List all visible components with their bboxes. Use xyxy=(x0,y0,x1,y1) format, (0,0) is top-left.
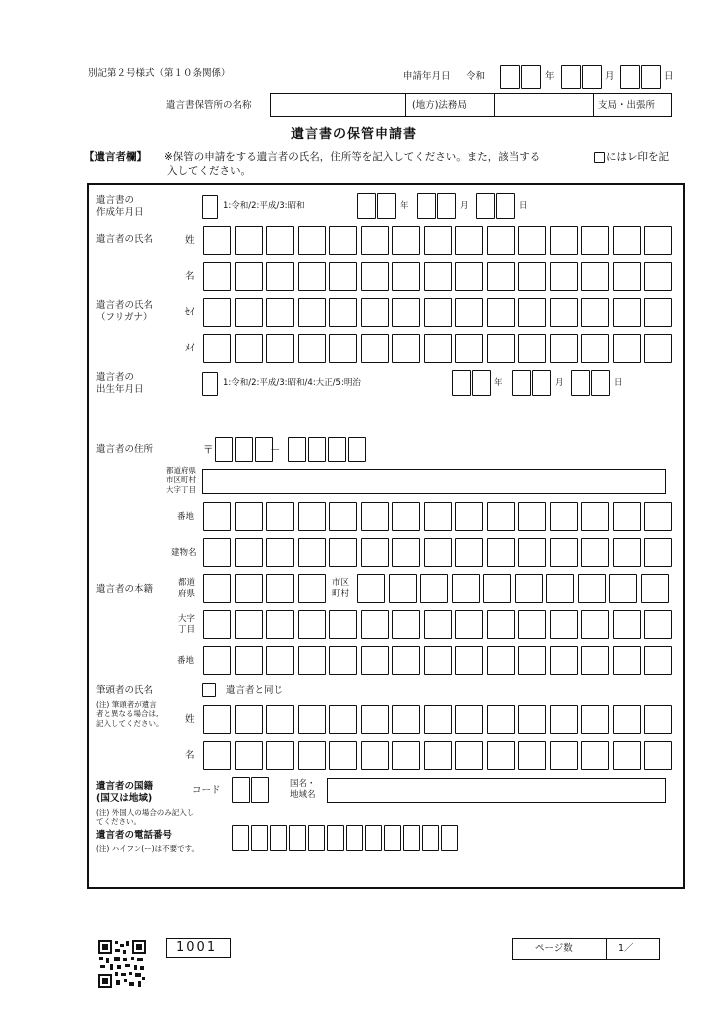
honseki-label: 遺言者の本籍 xyxy=(96,584,154,595)
building-name-cell[interactable] xyxy=(203,538,231,567)
kana-sei-cell[interactable] xyxy=(361,298,389,327)
phone-digit-cell[interactable] xyxy=(346,825,363,851)
honseki-aza-cell[interactable] xyxy=(329,610,357,639)
hof-surname-cell[interactable] xyxy=(518,705,546,734)
honseki-city-cell[interactable] xyxy=(452,574,480,603)
honseki-city-cell[interactable] xyxy=(357,574,385,603)
kana-sei-cell[interactable] xyxy=(550,298,578,327)
hof-given-label: 名 xyxy=(185,750,195,761)
surname-cell[interactable] xyxy=(644,226,672,255)
country-code-cell-1[interactable] xyxy=(232,777,250,803)
postal-second-cell[interactable] xyxy=(328,437,346,462)
honseki-aza-cell[interactable] xyxy=(298,610,326,639)
country-code-cell-2[interactable] xyxy=(251,777,269,803)
address-banchi-cell[interactable] xyxy=(550,502,578,531)
honseki-banchi-cell[interactable] xyxy=(392,646,420,675)
honseki-banchi-cell[interactable] xyxy=(329,646,357,675)
building-name-cell[interactable] xyxy=(613,538,641,567)
kana-mei-cell[interactable] xyxy=(266,334,294,363)
surname-cell[interactable] xyxy=(518,226,546,255)
will-year-unit: 年 xyxy=(400,201,409,211)
divider xyxy=(593,93,594,117)
qr-code-icon xyxy=(98,940,146,988)
honseki-pref-cell[interactable] xyxy=(235,574,263,603)
app-year-unit: 年 xyxy=(545,71,555,82)
birth-year-cell[interactable] xyxy=(452,370,471,396)
address-banchi-cell[interactable] xyxy=(613,502,641,531)
honseki-banchi-cell[interactable] xyxy=(235,646,263,675)
office-name-input[interactable] xyxy=(271,94,405,116)
will-month-cell[interactable] xyxy=(417,193,436,219)
hof-given-cell[interactable] xyxy=(392,741,420,770)
birth-day-cell[interactable] xyxy=(571,370,590,396)
hof-given-cell[interactable] xyxy=(266,741,294,770)
instruction-text-1: ※保管の申請をする遺言者の氏名，住所等を記入してください。また，該当する xyxy=(164,151,541,163)
kana-sei-cell[interactable] xyxy=(455,298,483,327)
kana-mei-cell[interactable] xyxy=(487,334,515,363)
given-name-cell[interactable] xyxy=(518,262,546,291)
kana-sei-cell[interactable] xyxy=(235,298,263,327)
building-name-cell[interactable] xyxy=(644,538,672,567)
app-year-digit-2[interactable] xyxy=(521,65,541,89)
kana-mei-cell[interactable] xyxy=(203,334,231,363)
building-name-cell[interactable] xyxy=(455,538,483,567)
hof-surname-cell[interactable] xyxy=(235,705,263,734)
testator-kana-label: 遺言者の氏名 （フリガナ） xyxy=(96,300,154,323)
address-banchi-cell[interactable] xyxy=(235,502,263,531)
hof-surname-cell[interactable] xyxy=(203,705,231,734)
surname-cell[interactable] xyxy=(361,226,389,255)
honseki-city-cell[interactable] xyxy=(609,574,637,603)
birth-day-cell[interactable] xyxy=(591,370,610,396)
hof-surname-cell[interactable] xyxy=(644,705,672,734)
hof-given-cell[interactable] xyxy=(644,741,672,770)
honseki-banchi-cell[interactable] xyxy=(266,646,294,675)
phone-digit-cell[interactable] xyxy=(441,825,458,851)
app-day-digit-2[interactable] xyxy=(641,65,661,89)
surname-cell[interactable] xyxy=(203,226,231,255)
hof-given-cell[interactable] xyxy=(487,741,515,770)
honseki-banchi-cell[interactable] xyxy=(644,646,672,675)
honseki-aza-cell[interactable] xyxy=(235,610,263,639)
kana-sei-cell[interactable] xyxy=(518,298,546,327)
phone-digit-cell[interactable] xyxy=(327,825,344,851)
given-name-cell[interactable] xyxy=(298,262,326,291)
hof-surname-cell[interactable] xyxy=(424,705,452,734)
testator-name-label: 遺言者の氏名 xyxy=(96,234,154,245)
honseki-aza-cell[interactable] xyxy=(392,610,420,639)
hof-given-cell[interactable] xyxy=(550,741,578,770)
head-of-family-label: 筆頭者の氏名 xyxy=(96,685,154,696)
phone-digit-cell[interactable] xyxy=(403,825,420,851)
honseki-aza-cell[interactable] xyxy=(361,610,389,639)
hof-surname-cell[interactable] xyxy=(298,705,326,734)
kana-mei-cell[interactable] xyxy=(329,334,357,363)
honseki-pref-cell[interactable] xyxy=(203,574,231,603)
honseki-city-cell[interactable] xyxy=(578,574,606,603)
will-year-cell[interactable] xyxy=(377,193,396,219)
bureau-label: (地方)法務局 xyxy=(412,100,467,111)
building-name-cell[interactable] xyxy=(581,538,609,567)
building-name-cell[interactable] xyxy=(424,538,452,567)
building-label: 建物名 xyxy=(171,548,197,558)
app-month-digit-2[interactable] xyxy=(582,65,602,89)
country-name-input[interactable] xyxy=(327,778,666,803)
birth-month-unit: 月 xyxy=(555,378,564,388)
hof-surname-cell[interactable] xyxy=(329,705,357,734)
hof-surname-cell[interactable] xyxy=(392,705,420,734)
will-era-code-cell[interactable] xyxy=(202,195,218,219)
checkbox-sample-icon xyxy=(594,152,605,163)
given-name-cell[interactable] xyxy=(487,262,515,291)
phone-digit-cell[interactable] xyxy=(251,825,268,851)
kana-mei-cell[interactable] xyxy=(455,334,483,363)
section-label: 【遺言者欄】 xyxy=(84,151,147,163)
surname-cell[interactable] xyxy=(235,226,263,255)
given-name-cell[interactable] xyxy=(424,262,452,291)
building-name-cell[interactable] xyxy=(487,538,515,567)
honseki-pref-cell[interactable] xyxy=(266,574,294,603)
app-day-unit: 日 xyxy=(664,71,674,82)
hof-surname-cell[interactable] xyxy=(487,705,515,734)
honseki-banchi-cell[interactable] xyxy=(455,646,483,675)
same-as-testator-label: 遺言者と同じ xyxy=(226,685,284,696)
kana-mei-cell[interactable] xyxy=(518,334,546,363)
instruction-text-2: にはレ印を記 xyxy=(606,151,669,163)
will-era-options: 1:令和/2:平成/3:昭和 xyxy=(223,201,305,211)
honseki-banchi-cell[interactable] xyxy=(613,646,641,675)
surname-cell[interactable] xyxy=(613,226,641,255)
address-banchi-cell[interactable] xyxy=(455,502,483,531)
honseki-city-label: 市区 町村 xyxy=(332,578,350,599)
building-name-cell[interactable] xyxy=(298,538,326,567)
kana-mei-cell[interactable] xyxy=(392,334,420,363)
surname-cell[interactable] xyxy=(329,226,357,255)
kana-sei-cell[interactable] xyxy=(266,298,294,327)
given-name-cell[interactable] xyxy=(644,262,672,291)
birth-month-cell[interactable] xyxy=(532,370,551,396)
hof-given-cell[interactable] xyxy=(455,741,483,770)
phone-digit-cell[interactable] xyxy=(365,825,382,851)
honseki-banchi-cell[interactable] xyxy=(298,646,326,675)
office-name-label: 遺言書保管所の名称 xyxy=(166,100,252,111)
divider xyxy=(606,938,607,960)
honseki-pref-cell[interactable] xyxy=(298,574,326,603)
surname-cell[interactable] xyxy=(392,226,420,255)
postal-second-cell[interactable] xyxy=(308,437,326,462)
given-name-cell[interactable] xyxy=(329,262,357,291)
surname-label: 姓 xyxy=(185,235,195,246)
kana-mei-cell[interactable] xyxy=(361,334,389,363)
birth-date-label: 遺言者の 出生年月日 xyxy=(96,372,144,395)
branch-name-input[interactable] xyxy=(496,94,593,116)
hof-given-cell[interactable] xyxy=(424,741,452,770)
given-name-cell[interactable] xyxy=(613,262,641,291)
surname-cell[interactable] xyxy=(581,226,609,255)
honseki-city-cell[interactable] xyxy=(420,574,448,603)
honseki-city-cell[interactable] xyxy=(389,574,417,603)
hof-surname-cell[interactable] xyxy=(455,705,483,734)
honseki-banchi-cell[interactable] xyxy=(550,646,578,675)
given-name-cell[interactable] xyxy=(392,262,420,291)
address-banchi-cell[interactable] xyxy=(203,502,231,531)
hof-surname-label: 姓 xyxy=(185,714,195,725)
hof-given-cell[interactable] xyxy=(329,741,357,770)
hof-surname-cell[interactable] xyxy=(613,705,641,734)
postal-second-cell[interactable] xyxy=(348,437,366,462)
code-label: コード xyxy=(192,785,221,796)
app-day-digit-1[interactable] xyxy=(620,65,640,89)
will-year-cell[interactable] xyxy=(357,193,376,219)
honseki-banchi-cell[interactable] xyxy=(424,646,452,675)
honseki-aza-label: 大字 丁目 xyxy=(178,614,196,635)
address-banchi-cell[interactable] xyxy=(424,502,452,531)
address-banchi-cell[interactable] xyxy=(329,502,357,531)
phone-digit-cell[interactable] xyxy=(289,825,306,851)
hof-given-cell[interactable] xyxy=(203,741,231,770)
form-id: 別記第２号様式（第１０条関係） xyxy=(88,68,231,79)
address-banchi-cell[interactable] xyxy=(487,502,515,531)
honseki-city-cell[interactable] xyxy=(483,574,511,603)
kana-mei-cell[interactable] xyxy=(644,334,672,363)
honseki-city-cell[interactable] xyxy=(546,574,574,603)
surname-cell[interactable] xyxy=(487,226,515,255)
hof-given-cell[interactable] xyxy=(581,741,609,770)
address-banchi-cell[interactable] xyxy=(361,502,389,531)
kana-sei-cell[interactable] xyxy=(581,298,609,327)
form-number: 1001 xyxy=(176,940,218,955)
building-name-cell[interactable] xyxy=(518,538,546,567)
address-banchi-cell[interactable] xyxy=(266,502,294,531)
kana-sei-label: ｾｲ xyxy=(185,307,195,318)
head-of-family-note: (注) 筆頭者が遺言 者と異なる場合は, 記入してください。 xyxy=(96,700,164,728)
birth-year-unit: 年 xyxy=(494,378,503,388)
address-banchi-cell[interactable] xyxy=(644,502,672,531)
kana-sei-cell[interactable] xyxy=(298,298,326,327)
hof-given-cell[interactable] xyxy=(235,741,263,770)
hof-surname-cell[interactable] xyxy=(361,705,389,734)
surname-cell[interactable] xyxy=(298,226,326,255)
kana-mei-cell[interactable] xyxy=(550,334,578,363)
phone-label: 遺言者の電話番号 xyxy=(96,830,173,841)
address-label: 遺言者の住所 xyxy=(96,444,154,455)
page-count-value: 1／ xyxy=(618,943,634,954)
nationality-label: 遺言者の国籍 (国又は地域) xyxy=(96,781,154,804)
application-date-label: 申請年月日 xyxy=(403,71,451,82)
kana-mei-cell[interactable] xyxy=(298,334,326,363)
kana-mei-label: ﾒｲ xyxy=(185,343,195,354)
honseki-banchi-cell[interactable] xyxy=(518,646,546,675)
era-label: 令和 xyxy=(466,71,486,82)
pref-city-label: 都道府県 市区町村 大字丁目 xyxy=(166,466,196,494)
kana-sei-cell[interactable] xyxy=(392,298,420,327)
kana-sei-cell[interactable] xyxy=(424,298,452,327)
building-name-cell[interactable] xyxy=(550,538,578,567)
app-month-digit-1[interactable] xyxy=(561,65,581,89)
pref-city-input[interactable] xyxy=(202,469,666,494)
birth-era-options: 1:令和/2:平成/3:昭和/4:大正/5:明治 xyxy=(223,378,361,388)
branch-label: 支局・出張所 xyxy=(598,100,656,111)
honseki-aza-cell[interactable] xyxy=(644,610,672,639)
given-name-label: 名 xyxy=(185,271,195,282)
hof-surname-cell[interactable] xyxy=(581,705,609,734)
phone-digit-cell[interactable] xyxy=(270,825,287,851)
honseki-aza-cell[interactable] xyxy=(424,610,452,639)
hof-given-cell[interactable] xyxy=(613,741,641,770)
phone-digit-cell[interactable] xyxy=(384,825,401,851)
given-name-cell[interactable] xyxy=(203,262,231,291)
honseki-aza-cell[interactable] xyxy=(266,610,294,639)
page-title: 遺言書の保管申請書 xyxy=(291,127,418,142)
kana-mei-cell[interactable] xyxy=(581,334,609,363)
will-day-cell[interactable] xyxy=(496,193,515,219)
honseki-banchi-cell[interactable] xyxy=(581,646,609,675)
honseki-banchi-cell[interactable] xyxy=(487,646,515,675)
postal-dash: － xyxy=(270,444,281,456)
address-banchi-cell[interactable] xyxy=(298,502,326,531)
country-name-label: 国名・ 地域名 xyxy=(290,779,316,800)
hof-surname-cell[interactable] xyxy=(266,705,294,734)
kana-mei-cell[interactable] xyxy=(424,334,452,363)
given-name-cell[interactable] xyxy=(361,262,389,291)
honseki-pref-label: 都道 府県 xyxy=(178,578,196,599)
given-name-cell[interactable] xyxy=(455,262,483,291)
kana-sei-cell[interactable] xyxy=(644,298,672,327)
kana-sei-cell[interactable] xyxy=(487,298,515,327)
given-name-cell[interactable] xyxy=(550,262,578,291)
honseki-aza-cell[interactable] xyxy=(455,610,483,639)
building-name-cell[interactable] xyxy=(329,538,357,567)
will-month-cell[interactable] xyxy=(437,193,456,219)
same-as-testator-checkbox[interactable] xyxy=(202,683,216,697)
surname-cell[interactable] xyxy=(550,226,578,255)
given-name-cell[interactable] xyxy=(266,262,294,291)
building-name-cell[interactable] xyxy=(266,538,294,567)
building-name-cell[interactable] xyxy=(361,538,389,567)
hof-surname-cell[interactable] xyxy=(550,705,578,734)
app-month-unit: 月 xyxy=(605,71,615,82)
honseki-aza-cell[interactable] xyxy=(550,610,578,639)
kana-sei-cell[interactable] xyxy=(613,298,641,327)
divider xyxy=(405,93,406,117)
building-name-cell[interactable] xyxy=(392,538,420,567)
nationality-note: (注) 外国人の場合のみ記入し てください。 xyxy=(96,808,195,827)
honseki-banchi-cell[interactable] xyxy=(203,646,231,675)
birth-day-unit: 日 xyxy=(614,378,623,388)
address-banchi-label: 番地 xyxy=(177,512,195,522)
hof-given-cell[interactable] xyxy=(518,741,546,770)
will-date-label: 遺言書の 作成年月日 xyxy=(96,195,144,218)
postal-mark-icon: 〒 xyxy=(203,444,214,456)
birth-month-cell[interactable] xyxy=(512,370,531,396)
hof-given-cell[interactable] xyxy=(298,741,326,770)
surname-cell[interactable] xyxy=(455,226,483,255)
hof-given-cell[interactable] xyxy=(361,741,389,770)
given-name-cell[interactable] xyxy=(581,262,609,291)
honseki-aza-cell[interactable] xyxy=(613,610,641,639)
will-day-unit: 日 xyxy=(519,201,528,211)
birth-year-cell[interactable] xyxy=(472,370,491,396)
page-count-label: ページ数 xyxy=(535,943,573,954)
birth-era-code-cell[interactable] xyxy=(202,372,218,396)
surname-cell[interactable] xyxy=(424,226,452,255)
building-name-cell[interactable] xyxy=(235,538,263,567)
kana-sei-cell[interactable] xyxy=(203,298,231,327)
instruction-text-3: 入してください。 xyxy=(167,165,251,177)
honseki-aza-cell[interactable] xyxy=(581,610,609,639)
will-month-unit: 月 xyxy=(460,201,469,211)
will-day-cell[interactable] xyxy=(476,193,495,219)
postal-first-cell[interactable] xyxy=(215,437,233,462)
phone-digit-cell[interactable] xyxy=(308,825,325,851)
address-banchi-cell[interactable] xyxy=(518,502,546,531)
given-name-cell[interactable] xyxy=(235,262,263,291)
kana-mei-cell[interactable] xyxy=(613,334,641,363)
kana-sei-cell[interactable] xyxy=(329,298,357,327)
honseki-city-cell[interactable] xyxy=(515,574,543,603)
postal-second-cell[interactable] xyxy=(288,437,306,462)
postal-first-cell[interactable] xyxy=(235,437,253,462)
surname-cell[interactable] xyxy=(266,226,294,255)
address-banchi-cell[interactable] xyxy=(581,502,609,531)
honseki-aza-cell[interactable] xyxy=(487,610,515,639)
honseki-banchi-cell[interactable] xyxy=(361,646,389,675)
address-banchi-cell[interactable] xyxy=(392,502,420,531)
kana-mei-cell[interactable] xyxy=(235,334,263,363)
honseki-banchi-label: 番地 xyxy=(177,656,195,666)
phone-digit-cell[interactable] xyxy=(422,825,439,851)
honseki-city-cell[interactable] xyxy=(641,574,669,603)
honseki-aza-cell[interactable] xyxy=(203,610,231,639)
app-year-digit-1[interactable] xyxy=(500,65,520,89)
phone-note: (注) ハイフン(ー)は不要です。 xyxy=(96,844,199,853)
phone-digit-cell[interactable] xyxy=(232,825,249,851)
honseki-aza-cell[interactable] xyxy=(518,610,546,639)
